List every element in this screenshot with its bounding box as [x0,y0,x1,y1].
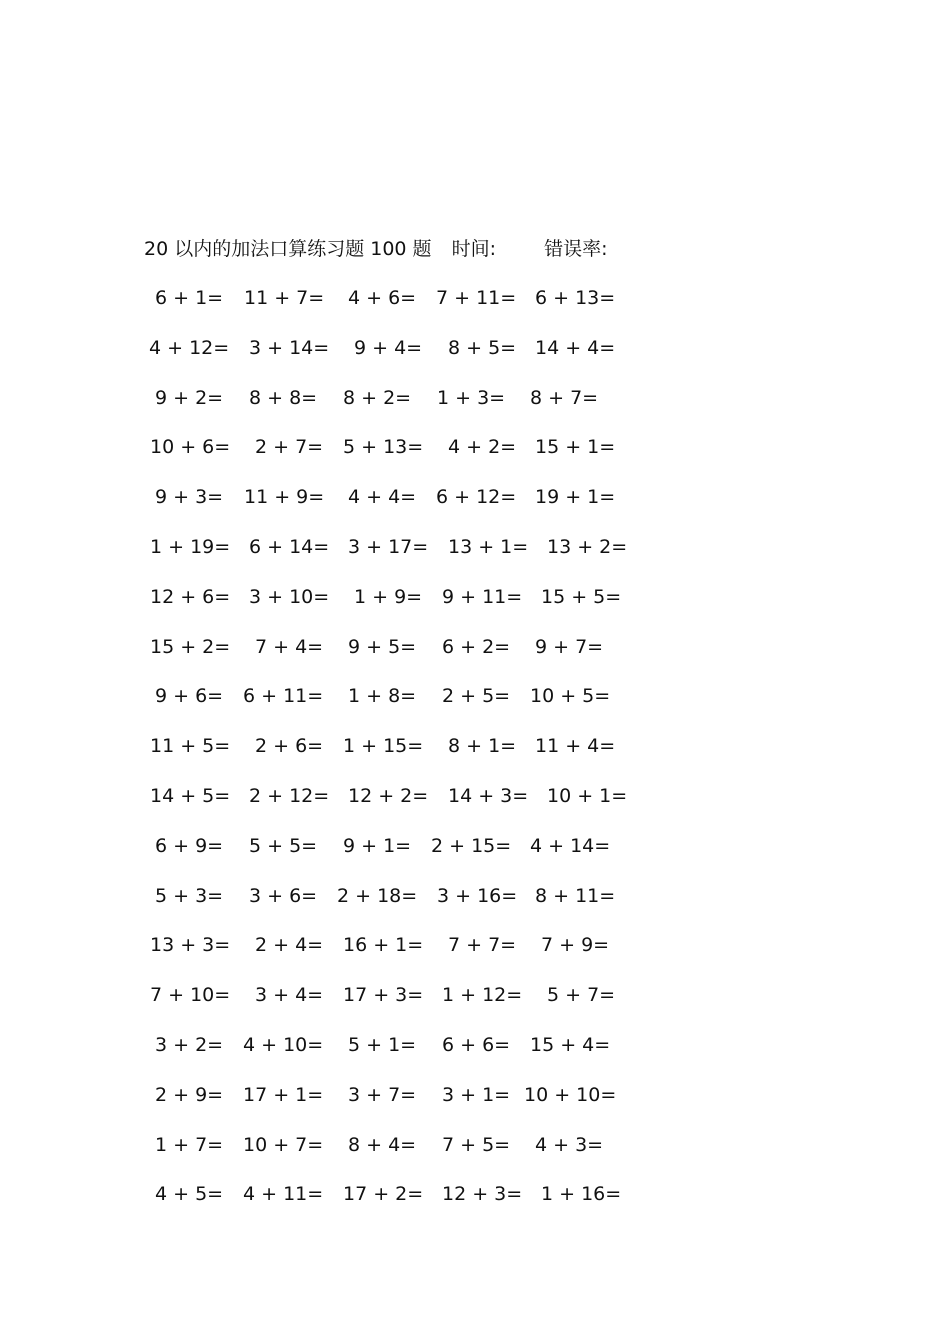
problem-item: 4 + 6= [348,287,417,309]
problem-item: 17 + 3= [343,984,424,1007]
problem-item: 19 + 1= [535,486,616,509]
problem-item: 4 + 4= [348,486,417,509]
problem-item: 6 + 13= [535,287,616,309]
problem-row [0,285,700,335]
problem-item: 16 + 1= [343,934,424,957]
problem-item: 5 + 3= [155,884,224,907]
problem-row [0,783,700,833]
problem-item: 10 + 5= [530,685,611,708]
problem-item: 9 + 2= [155,386,224,409]
problem-item: 9 + 7= [535,635,604,658]
problem-row [0,385,700,435]
problem-item: 5 + 1= [348,1033,417,1056]
problem-item: 11 + 4= [535,735,616,758]
problem-grid [0,285,700,1231]
worksheet-title: 20 以内的加法口算练习题 100 题 [144,238,432,260]
problem-row [0,534,700,584]
problem-item: 2 + 12= [249,784,330,807]
problem-item: 4 + 2= [448,436,517,459]
problem-item: 8 + 8= [249,386,318,409]
problem-item: 1 + 19= [150,535,231,558]
problem-item: 15 + 2= [150,635,231,658]
problem-item: 2 + 6= [255,735,324,758]
problem-item: 8 + 11= [535,884,616,907]
problem-item: 9 + 3= [155,486,224,509]
problem-row [0,634,700,684]
problem-item: 6 + 9= [155,834,224,857]
problem-row [0,1082,700,1132]
problem-item: 1 + 3= [437,386,506,409]
problem-item: 8 + 1= [448,735,517,758]
problem-item: 6 + 2= [442,635,511,658]
problem-item: 8 + 4= [348,1133,417,1156]
problem-row [0,1181,700,1231]
problem-row [0,335,700,385]
problem-item: 3 + 2= [155,1033,224,1056]
problem-item: 7 + 9= [541,934,610,957]
problem-row [0,1032,700,1082]
problem-item: 9 + 4= [354,336,423,359]
problem-item: 12 + 2= [348,784,429,807]
problem-item: 15 + 1= [535,436,616,459]
problem-item: 3 + 1= [442,1083,511,1106]
problem-item: 3 + 17= [348,535,429,558]
problem-item: 13 + 1= [448,535,529,558]
problem-item: 6 + 14= [249,535,330,558]
problem-item: 6 + 12= [436,486,517,509]
problem-item: 9 + 1= [343,834,412,857]
problem-item: 13 + 2= [547,535,628,558]
problem-row [0,833,700,883]
problem-item: 2 + 9= [155,1083,224,1106]
problem-item: 3 + 10= [249,585,330,608]
problem-item: 9 + 6= [155,685,224,708]
time-label: 时间: [451,238,497,260]
problem-item: 4 + 10= [243,1033,324,1056]
problem-item: 8 + 2= [343,386,412,409]
problem-row [0,1132,700,1182]
problem-item: 12 + 3= [442,1183,523,1206]
problem-row [0,733,700,783]
problem-item: 3 + 6= [249,884,318,907]
problem-item: 11 + 5= [150,735,231,758]
problem-item: 6 + 6= [442,1033,511,1056]
problem-row [0,683,700,733]
problem-item: 5 + 5= [249,834,318,857]
problem-item: 9 + 11= [442,585,523,608]
problem-item: 8 + 5= [448,336,517,359]
problem-item: 1 + 12= [442,984,523,1007]
problem-item: 4 + 5= [155,1183,224,1206]
problem-item: 7 + 5= [442,1133,511,1156]
problem-item: 5 + 13= [343,436,424,459]
problem-item: 8 + 7= [530,386,599,409]
problem-row [0,932,700,982]
problem-item: 13 + 3= [150,934,231,957]
problem-row [0,584,700,634]
problem-item: 1 + 8= [348,685,417,708]
problem-item: 2 + 18= [337,884,418,907]
problem-item: 4 + 11= [243,1183,324,1206]
problem-item: 10 + 7= [243,1133,324,1156]
problem-item: 5 + 7= [547,984,616,1007]
problem-item: 7 + 4= [255,635,324,658]
problem-item: 3 + 14= [249,336,330,359]
problem-item: 2 + 5= [442,685,511,708]
problem-item: 2 + 7= [255,436,324,459]
problem-item: 4 + 12= [149,336,230,359]
problem-item: 14 + 4= [535,336,616,359]
problem-item: 1 + 15= [343,735,424,758]
problem-item: 11 + 9= [244,486,325,509]
problem-item: 15 + 4= [530,1033,611,1056]
problem-row [0,982,700,1032]
problem-item: 17 + 1= [243,1083,324,1106]
problem-row [0,883,700,933]
problem-item: 3 + 7= [348,1083,417,1106]
worksheet-title-line [144,236,607,262]
problem-item: 4 + 14= [530,834,611,857]
problem-item: 3 + 4= [255,984,324,1007]
problem-item: 2 + 15= [431,834,512,857]
problem-item: 10 + 10= [524,1083,617,1106]
problem-item: 2 + 4= [255,934,324,957]
problem-item: 14 + 3= [448,784,529,807]
problem-row [0,484,700,534]
problem-item: 1 + 9= [354,585,423,608]
problem-item: 7 + 11= [436,287,517,309]
problem-item: 11 + 7= [244,287,325,309]
problem-item: 3 + 16= [437,884,518,907]
problem-item: 7 + 10= [150,984,231,1007]
problem-item: 10 + 1= [547,784,628,807]
problem-item: 6 + 1= [155,287,224,309]
problem-item: 9 + 5= [348,635,417,658]
problem-item: 17 + 2= [343,1183,424,1206]
problem-item: 10 + 6= [150,436,231,459]
problem-item: 4 + 3= [535,1133,604,1156]
problem-item: 1 + 7= [155,1133,224,1156]
problem-item: 15 + 5= [541,585,622,608]
problem-item: 6 + 11= [243,685,324,708]
problem-item: 7 + 7= [448,934,517,957]
problem-item: 14 + 5= [150,784,231,807]
problem-item: 1 + 16= [541,1183,622,1206]
error-rate-label: 错误率: [544,238,608,260]
problem-item: 12 + 6= [150,585,231,608]
problem-row [0,434,700,484]
